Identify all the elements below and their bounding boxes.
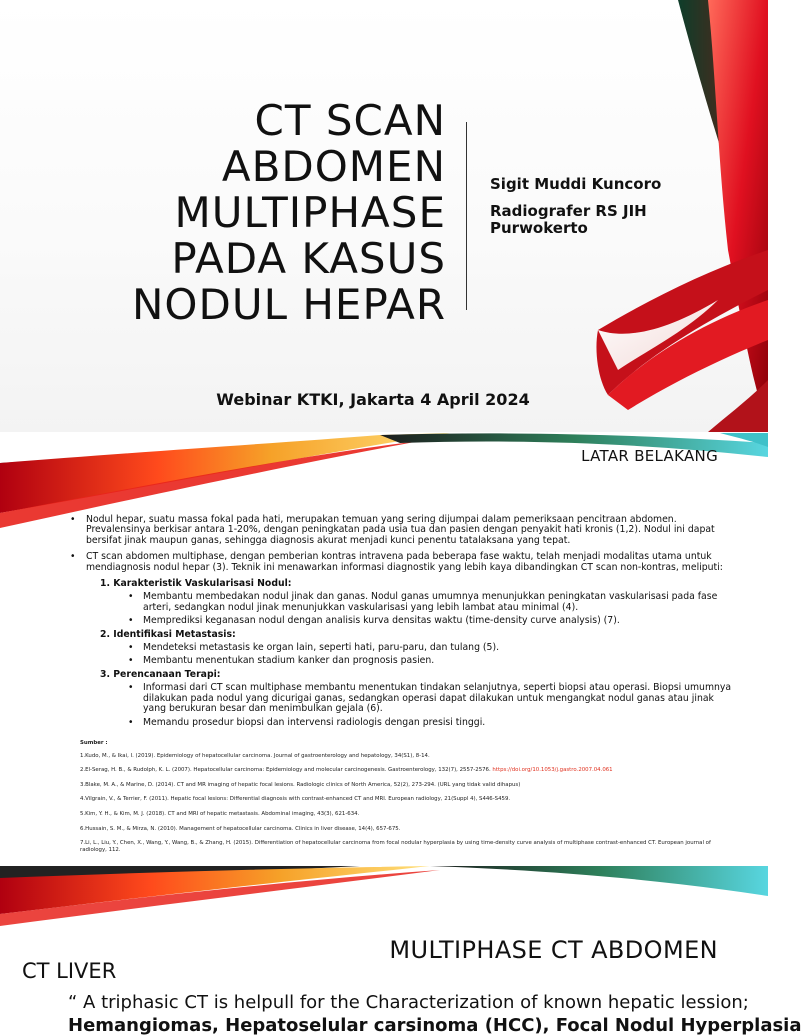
title-line: NODUL HEPAR <box>132 280 446 329</box>
slide-heading: LATAR BELAKANG <box>581 447 718 465</box>
event-caption: Webinar KTKI, Jakarta 4 April 2024 <box>216 390 530 409</box>
section-heading: 3. Perencanaan Terapi: <box>100 668 221 680</box>
author-block <box>490 176 680 237</box>
sub-bullet: • Membantu membedakan nodul jinak dan ganas. Nodul ganas umumnya menunjukkan peningkatan vaskularisasi pada fase arteri, sedangkan nodul jinak menunjukkan vaskularisasi yang lebih lambat atau minimal (4). <box>70 592 738 613</box>
bullet-item: • CT scan abdomen multiphase, dengan pemberian kontras intravena pada beberapa fase waktu, telah menjadi modalitas utama untuk mendiagnosis nodul hepar (3). Teknik ini menawarkan informasi diagnostik yang lebih kaya dibandingkan CT scan non-kontras, meliputi: <box>70 552 738 573</box>
reference-item <box>80 767 735 774</box>
title-divider <box>466 122 467 310</box>
reference-item: 1.Kudo, M., & Ikai, I. (2019). Epidemiology of hepatocellular carcinoma. Journal of gastroenterology and hepatology, 34(S1), 8-14. <box>80 752 430 759</box>
reference-item: 7.Li, L., Liu, Y., Chen, X., Wang, Y., Wang, B., & Zhang, H. (2015). Differentiation of hepatocellular carcinoma from focal nodular hyperplasia by using time-density curve analysis of multiphase contrast-enhanced CT. European journal of radiology, 112. <box>80 840 711 853</box>
sub-bullet: • Memandu prosedur biopsi dan intervensi radiologis dengan presisi tinggi. <box>70 718 738 728</box>
slide-body <box>70 515 738 731</box>
author-name: Sigit Muddi Kuncoro <box>490 175 662 193</box>
reference-item: 4.Vilgrain, V., & Terrier, F. (2011). Hepatic focal lesions: Differential diagnosis with contrast-enhanced CT and MRI. European radiology, 21(Suppl 4), S446-S459. <box>80 796 511 803</box>
slide-title <box>0 0 768 432</box>
bullet-item: • Nodul hepar, suatu massa fokal pada hati, merupakan temuan yang sering dijumpai dalam pemeriksaan pencitraan abdomen. Prevalensinya berkisar antara 1-20%, dengan peningkatan pada usia tua dan pasien dengan penyakit hati kronis (1,2). Nodul ini dapat bersifat jinak maupun ganas, sehingga diagnosis akurat menjadi kunci penentu tatalaksana yang tepat. <box>70 515 738 546</box>
slide-latar-belakang <box>0 433 768 865</box>
reference-text: 2.El-Serag, H. B., & Rudolph, K. L. (2007). Hepatocellular carcinoma: Epidemiology and molecular carcinogenesis. Gastroenterology, 132(7), 2557-2576. <box>80 767 491 774</box>
reference-link[interactable]: https://doi.org/10.1053/j.gastro.2007.04.061 <box>492 767 613 774</box>
references-heading: Sumber : <box>80 740 108 746</box>
quote-text-bold: Hemangiomas, Hepatoselular carsinoma (HCC), Focal Nodul Hyperplasia <box>68 1015 802 1036</box>
section-subtitle: CT LIVER <box>22 959 117 983</box>
reference-item: 3.Blake, M. A., & Marine, D. (2014). CT and MR imaging of hepatic focal lesions. Radiologic clinics of North America, 52(2), 273-294. (URL yang tidak valid dihapus) <box>80 781 521 788</box>
section-heading: 1. Karakteristik Vaskularisasi Nodul: <box>100 578 292 590</box>
title-line: ABDOMEN <box>221 142 446 191</box>
section-heading: 2. Identifikasi Metastasis: <box>100 628 236 640</box>
reference-item: 6.Hussain, S. M., & Mirza, N. (2010). Management of hepatocellular carcinoma. Clinics in liver disease, 14(4), 657-675. <box>80 825 401 832</box>
author-role: Radiografer RS JIH Purwokerto <box>490 202 647 237</box>
sub-bullet: • Memprediksi keganasan nodul dengan analisis kurva densitas waktu (time-density curve analysis) (7). <box>70 616 738 626</box>
quote-text: “ A triphasic CT is helpull for the Characterization of known hepatic lession; <box>68 992 749 1013</box>
reference-item: 5.Kim, Y. H., & Kim, M. J. (2018). CT and MRI of hepatic metastasis. Abdominal imaging, 43(3), 621-634. <box>80 810 360 817</box>
title-line: PADA KASUS <box>171 234 446 283</box>
title-line: MULTIPHASE <box>174 188 446 237</box>
presentation-title <box>26 98 446 328</box>
sub-bullet: • Membantu menentukan stadium kanker dan prognosis pasien. <box>70 656 738 666</box>
decorative-swoosh <box>0 866 768 926</box>
sub-bullet: • Mendeteksi metastasis ke organ lain, seperti hati, paru-paru, dan tulang (5). <box>70 643 738 653</box>
title-line: CT SCAN <box>254 96 446 145</box>
reference-list <box>80 740 735 861</box>
slide-heading: MULTIPHASE CT ABDOMEN <box>389 936 718 964</box>
sub-bullet: • Informasi dari CT scan multiphase membantu menentukan tindakan selanjutnya, seperti biopsi atau operasi. Biopsi umumnya dilakukan pada nodul yang dicurigai ganas, sedangkan operasi dapat dilakukan untuk mengangkat nodul ganas atau jinak yang berukuran besar dan menimbulkan gejala (6). <box>70 683 738 714</box>
slide-multiphase-ct <box>0 866 802 1036</box>
